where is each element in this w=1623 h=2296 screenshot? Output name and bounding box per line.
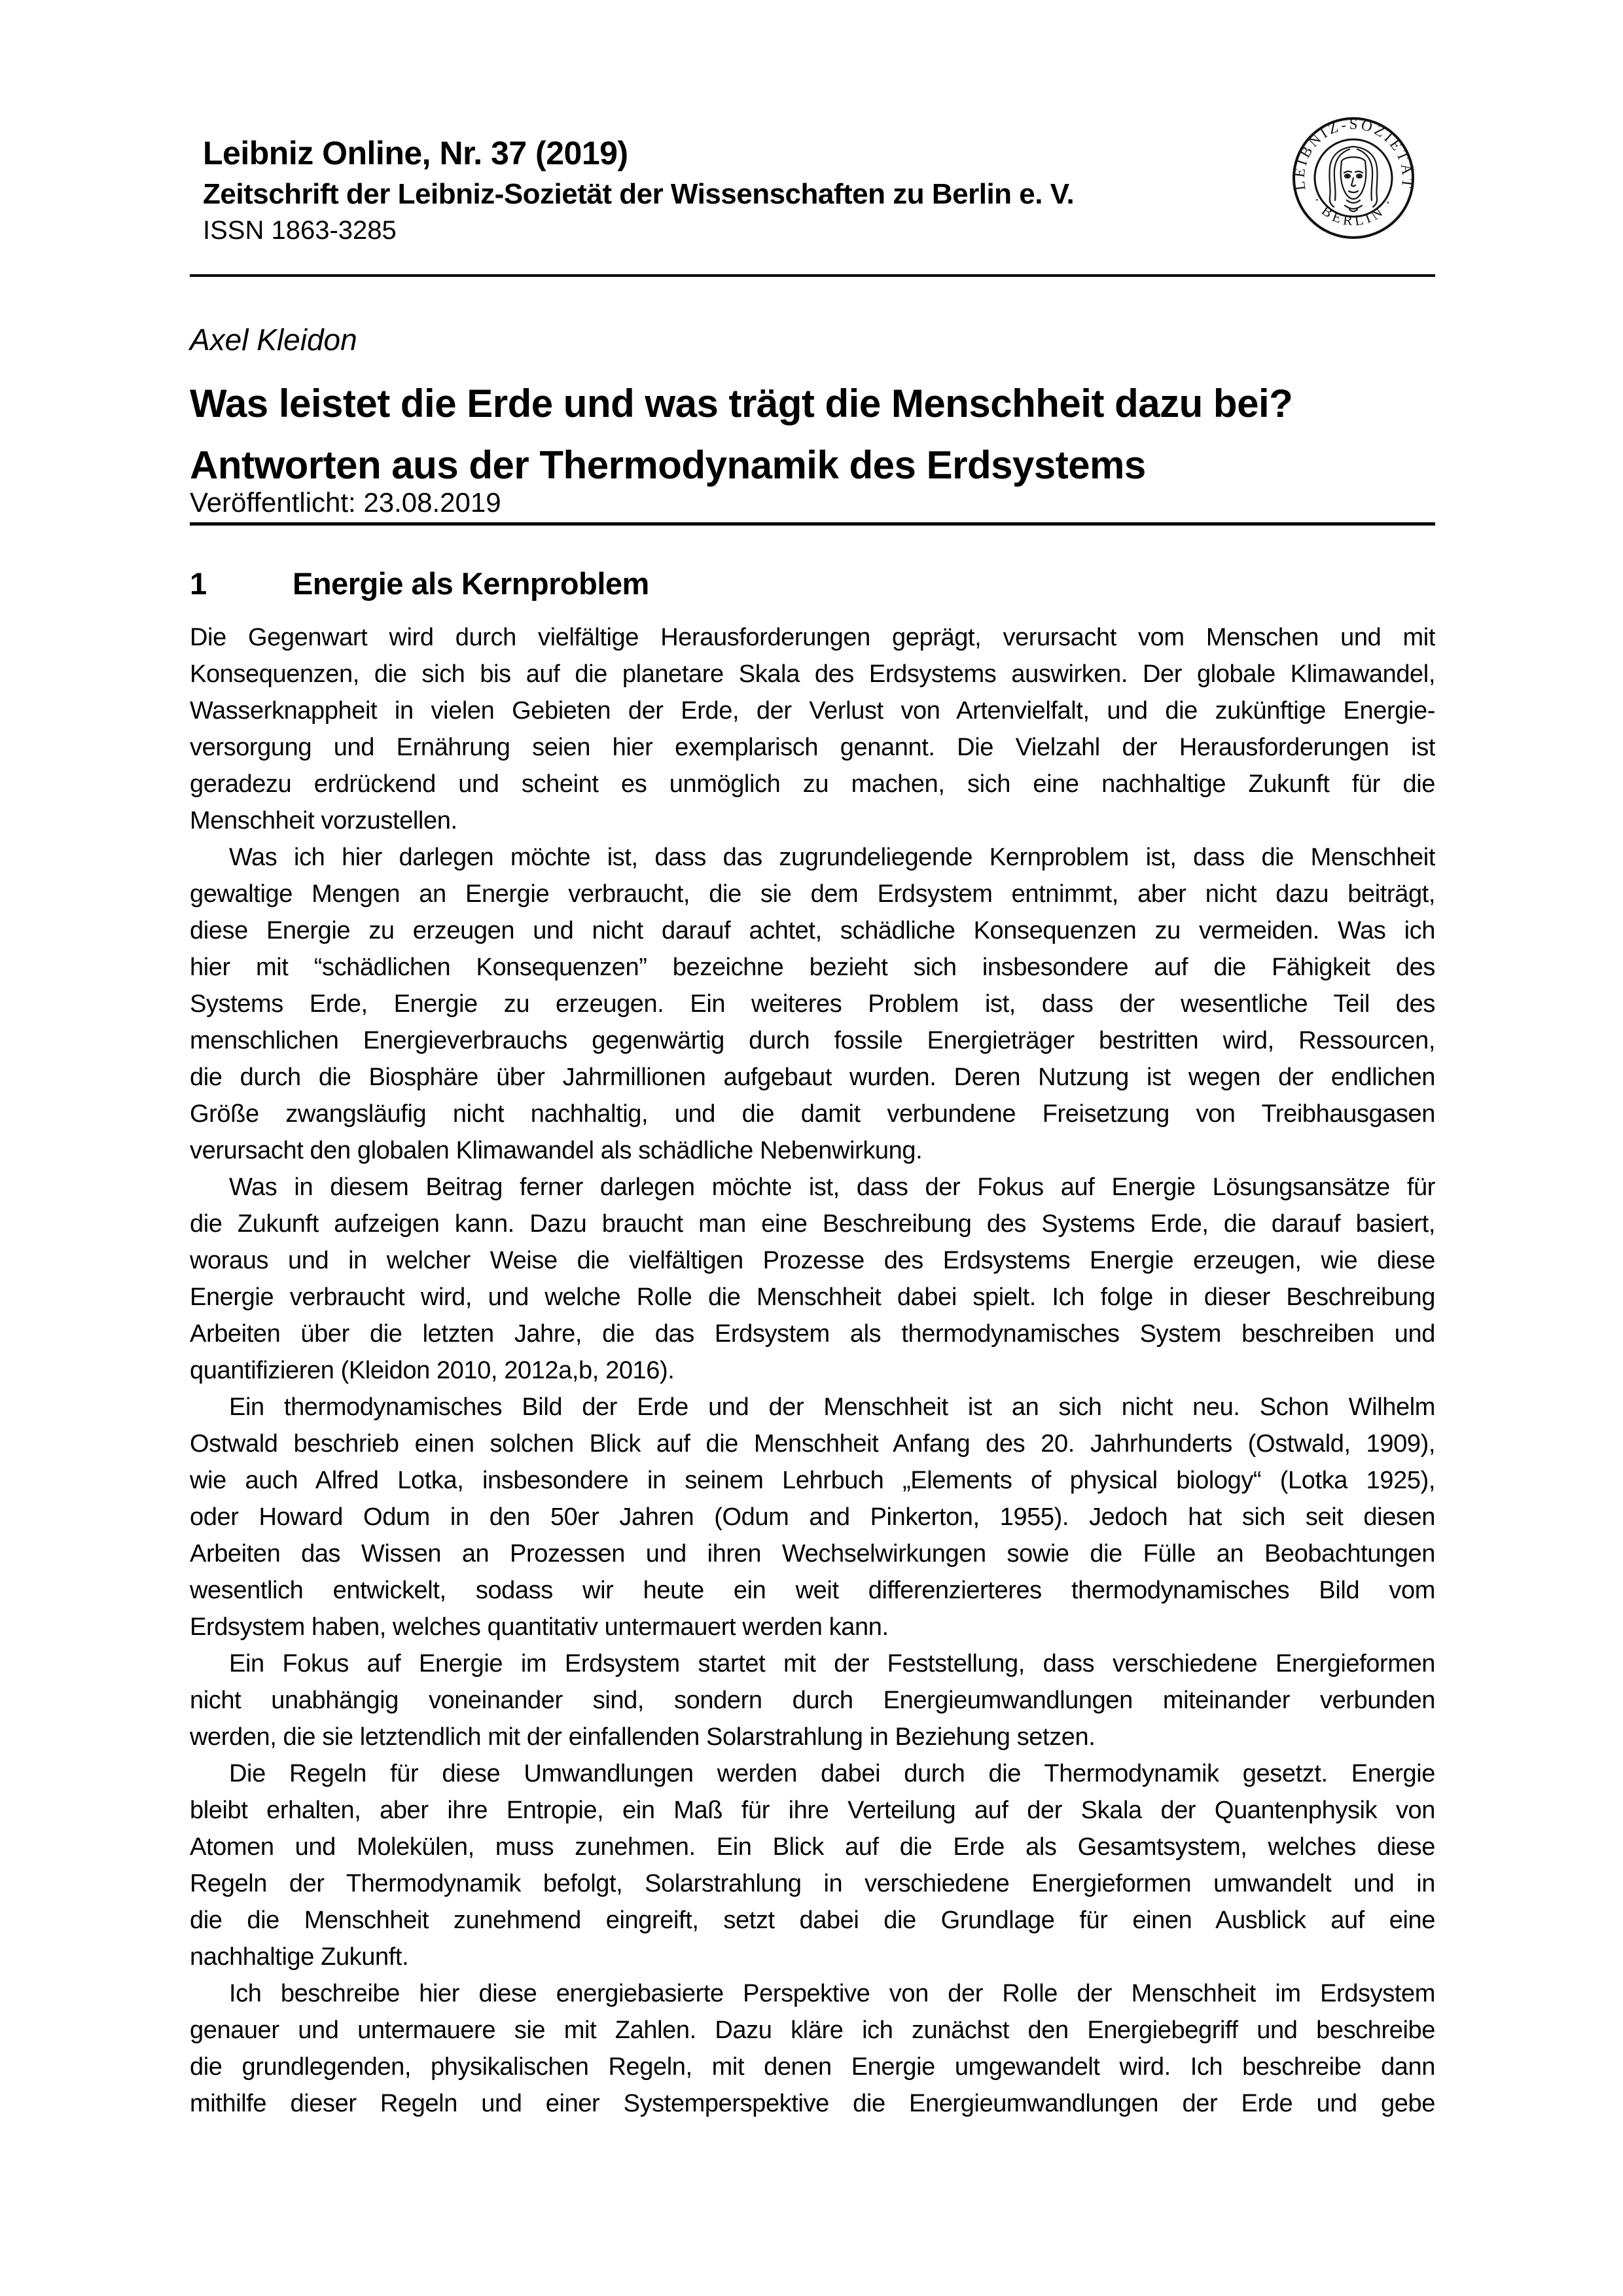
- body-line: die grundlegenden, physikalischen Regeln, mit denen Energie umgewandelt wird. Ich beschreibe dann: [190, 2053, 1435, 2081]
- body-line: Die Gegenwart wird durch vielfältige Herausforderungen geprägt, verursacht vom Menschen und mit: [190, 624, 1435, 651]
- body-line: mithilfe dieser Regeln und einer Systemperspektive die Energieumwandlungen der Erde und gebe: [190, 2090, 1435, 2117]
- body-line: Ostwald beschrieb einen solchen Blick auf die Menschheit Anfang des 20. Jahrhunderts (Ostwald, 1909),: [190, 1430, 1435, 1458]
- header-divider: [190, 274, 1435, 277]
- body-line: Regeln der Thermodynamik befolgt, Solarstrahlung in verschiedene Energieformen umwandelt und in: [190, 1870, 1435, 1897]
- body-line: die die Menschheit zunehmend eingreift, setzt dabei die Grundlage für einen Ausblick auf eine: [190, 1907, 1435, 1934]
- article-title-line2: Antworten aus der Thermodynamik des Erdsystems: [190, 443, 1146, 487]
- title-divider: [190, 522, 1435, 526]
- body-line: Ein Fokus auf Energie im Erdsystem startet mit der Feststellung, dass verschiedene Energieformen: [229, 1650, 1435, 1677]
- body-line: genauer und untermauere sie mit Zahlen. Dazu kläre ich zunächst den Energiebegriff und beschreibe: [190, 2017, 1435, 2044]
- journal-subtitle: Zeitschrift der Leibniz-Sozietät der Wissenschaften zu Berlin e. V.: [203, 178, 1075, 210]
- body-line: Wasserknappheit in vielen Gebieten der Erde, der Verlust von Artenvielfalt, und die zukünftige Energie-: [190, 697, 1435, 725]
- body-line: verursacht den globalen Klimawandel als schädliche Nebenwirkung.: [190, 1137, 923, 1164]
- published-date: Veröffentlicht: 23.08.2019: [190, 487, 501, 518]
- body-line: die durch die Biosphäre über Jahrmillionen aufgebaut wurden. Deren Nutzung ist wegen der endlichen: [190, 1064, 1435, 1091]
- body-line: Menschheit vorzustellen.: [190, 807, 457, 834]
- body-line: Arbeiten das Wissen an Prozessen und ihren Wechselwirkungen sowie die Fülle an Beobachtungen: [190, 1540, 1435, 1568]
- leibniz-portrait-icon: [1329, 147, 1377, 211]
- body-line: hier mit “schädlichen Konsequenzen” bezeichne bezieht sich insbesondere auf die Fähigkeit des: [190, 954, 1435, 981]
- body-line: geradezu erdrückend und scheint es unmöglich zu machen, sich eine nachhaltige Zukunft für die: [190, 770, 1435, 798]
- journal-issn: ISSN 1863-3285: [203, 216, 397, 245]
- body-line: versorgung und Ernährung seien hier exemplarisch genannt. Die Vielzahl der Herausforderungen ist: [190, 734, 1435, 761]
- body-line: Was ich hier darlegen möchte ist, dass das zugrundeliegende Kernproblem ist, dass die Menschheit: [229, 844, 1435, 871]
- section-title: Energie als Kernproblem: [293, 566, 649, 601]
- author-name: Axel Kleidon: [190, 323, 357, 357]
- body-line: diese Energie zu erzeugen und nicht darauf achtet, schädliche Konsequenzen zu vermeiden. Was ich: [190, 917, 1435, 944]
- body-line: menschlichen Energieverbrauchs gegenwärtig durch fossile Energieträger bestritten wird, Ressourcen,: [190, 1027, 1435, 1054]
- body-line: gewaltige Mengen an Energie verbraucht, die sie dem Erdsystem entnimmt, aber nicht dazu beiträgt,: [190, 880, 1435, 908]
- body-line: Energie verbraucht wird, und welche Rolle die Menschheit dabei spielt. Ich folge in dieser Beschreibung: [190, 1283, 1435, 1311]
- body-line: Systems Erde, Energie zu erzeugen. Ein weiteres Problem ist, dass der wesentliche Teil des: [190, 990, 1435, 1018]
- body-line: woraus und in welcher Weise die vielfältigen Prozesse des Erdsystems Energie erzeugen, wie diese: [190, 1247, 1435, 1274]
- article-body: [190, 619, 1435, 2122]
- body-line: oder Howard Odum in den 50er Jahren (Odum and Pinkerton, 1955). Jedoch hat sich seit diesen: [190, 1503, 1435, 1531]
- body-line: nicht unabhängig voneinander sind, sondern durch Energieumwandlungen miteinander verbunden: [190, 1687, 1435, 1714]
- leibniz-sozietaet-seal-logo: [1291, 115, 1416, 241]
- body-line: Die Regeln für diese Umwandlungen werden dabei durch die Thermodynamik gesetzt. Energie: [229, 1760, 1435, 1787]
- body-line: wie auch Alfred Lotka, insbesondere in seinem Lehrbuch „Elements of physical biology“ (Lotka 1925),: [190, 1467, 1435, 1494]
- body-line: Ich beschreibe hier diese energiebasierte Perspektive von der Rolle der Menschheit im Erdsystem: [229, 1980, 1435, 2007]
- body-line: Ein thermodynamisches Bild der Erde und der Menschheit ist an sich nicht neu. Schon Wilhelm: [229, 1393, 1435, 1421]
- body-line: Atomen und Molekülen, muss zunehmen. Ein Blick auf die Erde als Gesamtsystem, welches diese: [190, 1833, 1435, 1861]
- body-line: Arbeiten über die letzten Jahre, die das Erdsystem als thermodynamisches System beschreiben und: [190, 1320, 1435, 1348]
- body-line: Erdsystem haben, welches quantitativ untermauert werden kann.: [190, 1613, 889, 1641]
- body-line: die Zukunft aufzeigen kann. Dazu braucht man eine Beschreibung des Systems Erde, die darauf basiert,: [190, 1210, 1435, 1238]
- body-line: quantifizieren (Kleidon 2010, 2012a,b, 2016).: [190, 1357, 675, 1384]
- body-line: nachhaltige Zukunft.: [190, 1943, 409, 1971]
- body-line: bleibt erhalten, aber ihre Entropie, ein Maß für ihre Verteilung auf der Skala der Quantenphysik von: [190, 1797, 1435, 1824]
- article-title-line1: Was leistet die Erde und was trägt die Menschheit dazu bei?: [190, 382, 1293, 425]
- seal-ring-top-text: LEIBNIZ-SOZIETÄT: [1291, 115, 1416, 192]
- body-line: wesentlich entwickelt, sodass wir heute ein weit differenzierteres thermodynamisches Bild vom: [190, 1577, 1435, 1604]
- body-line: Größe zwangsläufig nicht nachhaltig, und die damit verbundene Freisetzung von Treibhausgasen: [190, 1100, 1435, 1128]
- section-heading: [190, 565, 649, 601]
- body-line: Konsequenzen, die sich bis auf die planetare Skala des Erdsystems auswirken. Der globale Klimawandel,: [190, 660, 1435, 688]
- body-line: werden, die sie letztendlich mit der einfallenden Solarstrahlung in Beziehung setzen.: [190, 1723, 1096, 1751]
- journal-title: Leibniz Online, Nr. 37 (2019): [203, 135, 628, 171]
- body-line: Was in diesem Beitrag ferner darlegen möchte ist, dass der Fokus auf Energie Lösungsansätze für: [229, 1174, 1435, 1201]
- section-number: 1: [190, 566, 207, 601]
- seal-ring-bottom-text: · BERLIN ·: [1309, 193, 1398, 229]
